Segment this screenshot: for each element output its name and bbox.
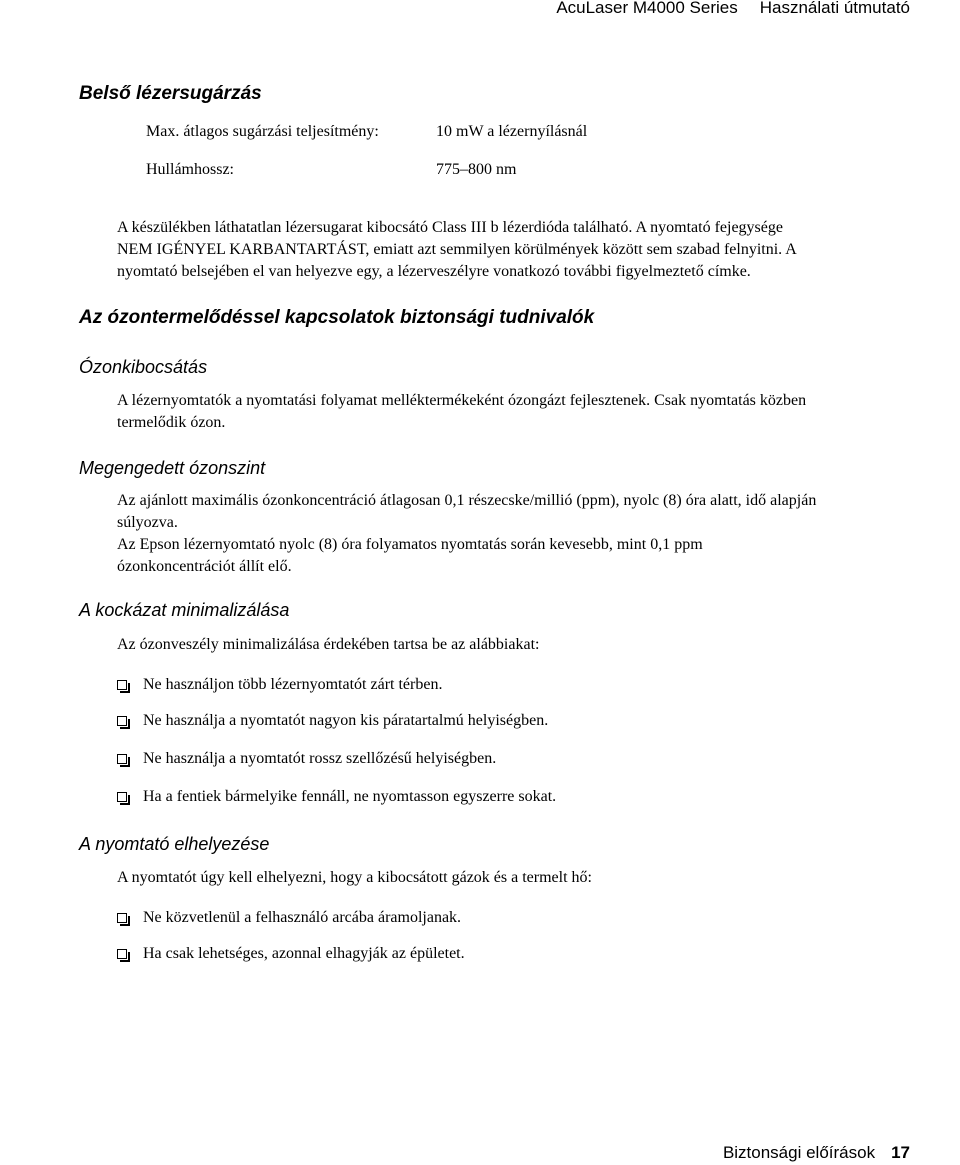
allowed-level-paragraph (117, 490, 816, 578)
header-product: AcuLaser M4000 Series (556, 0, 738, 17)
paragraph-line: nyomtató belsejében el van helyezve egy, a lézerveszélyre vonatkozó további figyelmeztető címke. (117, 263, 751, 280)
header-doc-title: Használati útmutató (759, 0, 910, 17)
checkbox-bullet-icon (117, 792, 127, 802)
paragraph-line: Az Epson lézernyomtató nyolc (8) óra folyamatos nyomtatás során kevesebb, mint 0,1 ppm (117, 536, 703, 553)
checkbox-bullet-icon (117, 680, 127, 690)
allowed-level-heading: Megengedett ózonszint (79, 458, 266, 478)
laser-section-title: Belső lézersugárzás (79, 83, 262, 104)
footer-section: Biztonsági előírások (722, 1143, 876, 1162)
ozone-section-title: Az ózontermelődéssel kapcsolatok biztonsági tudnivalók (79, 307, 595, 328)
spec-value-wavelength: 775–800 nm (436, 161, 517, 178)
paragraph-line: termelődik ózon. (117, 414, 226, 431)
risk-intro: Az ózonveszély minimalizálása érdekében tartsa be az alábbiakat: (117, 636, 540, 653)
list-item: Ha csak lehetséges, azonnal elhagyják az épületet. (117, 945, 465, 963)
list-item: Ne használjon több lézernyomtatót zárt térben. (117, 676, 442, 694)
laser-paragraph (117, 217, 797, 283)
paragraph-line: súlyozva. (117, 514, 178, 531)
list-item: Ne közvetlenül a felhasználó arcába áramoljanak. (117, 909, 461, 927)
spec-value-power: 10 mW a lézernyílásnál (436, 123, 588, 140)
checkbox-bullet-icon (117, 716, 127, 726)
running-header (556, 0, 910, 18)
paragraph-line: Az ajánlott maximális ózonkoncentráció átlagosan 0,1 részecske/millió (ppm), nyolc (8) óra alatt, idő alapján (117, 492, 817, 509)
emission-paragraph (117, 390, 806, 434)
paragraph-line: A lézernyomtatók a nyomtatási folyamat melléktermékeként ózongázt fejlesztenek. Csak nyomtatás közben (117, 392, 807, 409)
placement-intro: A nyomtatót úgy kell elhelyezni, hogy a kibocsátott gázok és a termelt hő: (117, 869, 592, 886)
checkbox-bullet-icon (117, 913, 127, 923)
emission-heading: Ózonkibocsátás (79, 357, 208, 377)
list-item: Ha a fentiek bármelyike fennáll, ne nyomtasson egyszerre sokat. (117, 788, 556, 806)
list-item: Ne használja a nyomtatót nagyon kis páratartalmú helyiségben. (117, 712, 548, 730)
paragraph-line: A készülékben láthatatlan lézersugarat kibocsátó Class III b lézerdióda található. A nyomtató fejegysége (117, 219, 783, 236)
checkbox-bullet-icon (117, 754, 127, 764)
placement-heading: A nyomtató elhelyezése (79, 834, 270, 854)
paragraph-line: ózonkoncentrációt állít elő. (117, 558, 292, 575)
page-number: 17 (891, 1143, 910, 1162)
spec-label-wavelength: Hullámhossz: (146, 161, 234, 178)
risk-heading: A kockázat minimalizálása (79, 600, 290, 620)
spec-label-power: Max. átlagos sugárzási teljesítmény: (146, 123, 379, 140)
paragraph-line: NEM IGÉNYEL KARBANTARTÁST, emiatt azt semmilyen körülmények között sem szabad felnyitni. A (117, 241, 797, 258)
checkbox-bullet-icon (117, 949, 127, 959)
list-item: Ne használja a nyomtatót rossz szellőzésű helyiségben. (117, 750, 496, 768)
running-footer (723, 1143, 910, 1163)
